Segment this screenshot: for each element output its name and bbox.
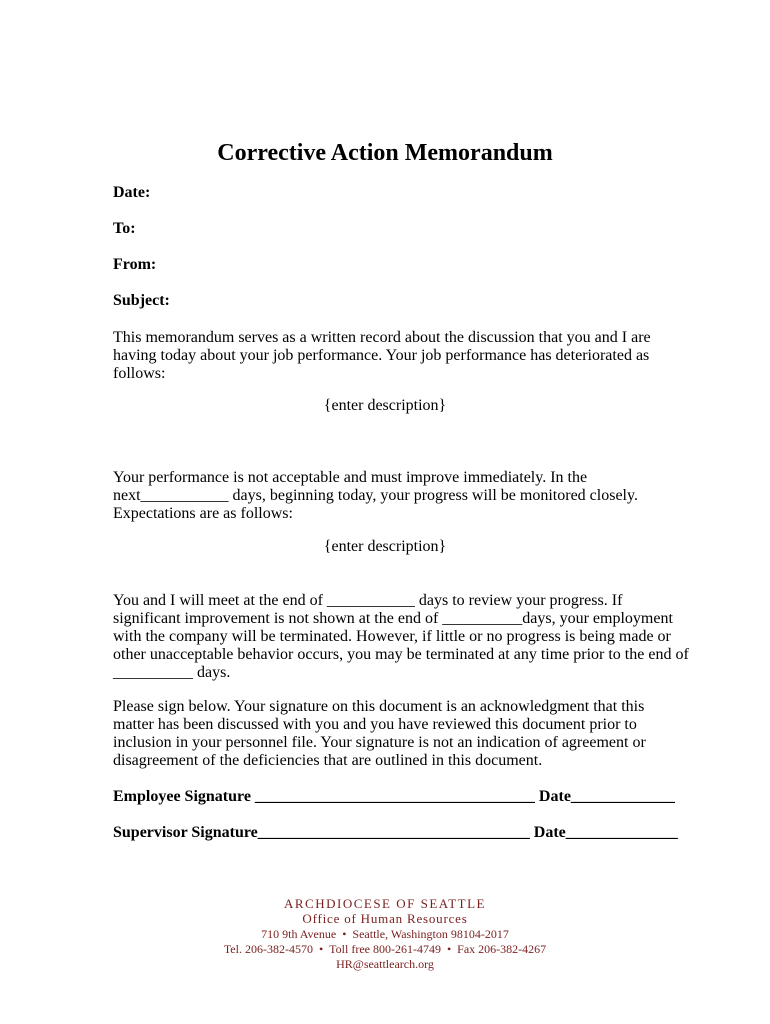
- supervisor-signature-line: Supervisor Signature__________________________________ Date______________: [113, 824, 678, 841]
- paragraph-line: __________ days.: [113, 664, 231, 681]
- paragraph-line: This memorandum serves as a written record about the discussion that you and I are: [113, 329, 651, 346]
- from-label: From:: [113, 256, 157, 273]
- paragraph-line: significant improvement is not shown at the end of __________days, your employment: [113, 610, 673, 627]
- paragraph-line: follows:: [113, 365, 166, 382]
- signature-paragraph: [113, 698, 673, 770]
- paragraph-line: You and I will meet at the end of ___________ days to review your progress. If: [113, 592, 623, 609]
- paragraph-line: disagreement of the deficiencies that are outlined in this document.: [113, 752, 543, 769]
- meeting-paragraph: [113, 592, 693, 682]
- page-title: Corrective Action Memorandum: [217, 140, 553, 166]
- description-placeholder-1: {enter description}: [323, 397, 447, 414]
- employee-signature-line: Employee Signature ___________________________________ Date_____________: [113, 788, 675, 805]
- subject-label: Subject:: [113, 292, 170, 309]
- paragraph-line: other unacceptable behavior occurs, you may be terminated at any time prior to the end of: [113, 646, 689, 663]
- bullet-icon: •: [342, 927, 347, 941]
- footer-tollfree: Toll free 800-261-4749: [329, 942, 441, 956]
- footer-tel: Tel. 206-382-4570: [223, 942, 313, 956]
- footer-org: ARCHDIOCESE OF SEATTLE: [283, 896, 486, 911]
- footer-fax: Fax 206-382-4267: [457, 942, 547, 956]
- paragraph-line: Please sign below. Your signature on this document is an acknowledgment that this: [113, 698, 645, 715]
- paragraph-line: having today about your job performance. Your job performance has deteriorated as: [113, 347, 650, 364]
- footer-city: Seattle, Washington 98104-2017: [352, 927, 509, 941]
- paragraph-line: inclusion in your personnel file. Your signature is not an indication of agreement or: [113, 734, 646, 751]
- intro-paragraph: [113, 329, 673, 383]
- paragraph-line: next___________ days, beginning today, your progress will be monitored closely.: [113, 487, 638, 504]
- to-label: To:: [113, 220, 136, 237]
- paragraph-line: Expectations are as follows:: [113, 505, 293, 522]
- footer-phones: [0, 942, 770, 957]
- footer-office: Office of Human Resources: [302, 911, 468, 926]
- description-placeholder-2: {enter description}: [323, 538, 447, 555]
- footer-email: HR@seattlearch.org: [336, 957, 434, 971]
- performance-paragraph: [113, 469, 673, 523]
- footer-street: 710 9th Avenue: [261, 927, 337, 941]
- paragraph-line: matter has been discussed with you and you have reviewed this document prior to: [113, 716, 637, 733]
- footer-address: [0, 927, 770, 942]
- bullet-icon: •: [318, 942, 324, 956]
- paragraph-line: with the company will be terminated. However, if little or no progress is being made or: [113, 628, 671, 645]
- date-label: Date:: [113, 184, 151, 201]
- bullet-icon: •: [446, 942, 452, 956]
- paragraph-line: Your performance is not acceptable and must improve immediately. In the: [113, 469, 588, 486]
